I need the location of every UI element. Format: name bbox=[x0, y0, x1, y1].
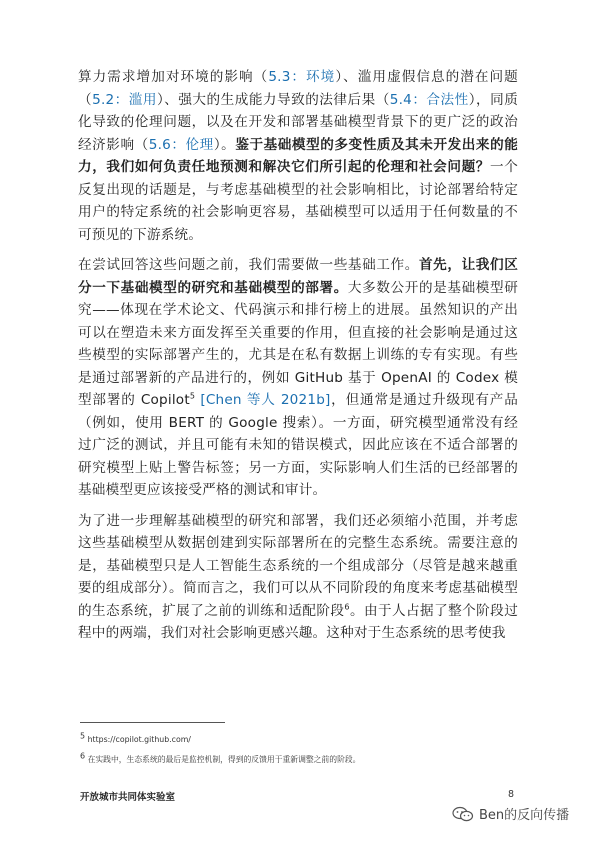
section-ref-link[interactable]: 5.2：滥用 bbox=[92, 91, 157, 108]
text-run: 一个反复出现的话题是，与考虑基础模型的社会影响相比，讨论部署给特定用户的特定系统的社会影响更容易，基础模型可以适用于任何数量的不可预见的下游系统。 bbox=[78, 159, 518, 243]
text-run: ）、强大的生成能力导致的法律后果（ bbox=[156, 91, 390, 108]
text-run: ），同质化导致的伦理问题，以及在开发和部署基础模型背景下的更广泛的政治经济影响（ bbox=[78, 91, 519, 153]
footnote-text: 在实践中，生态系统的最后是监控机制，得到的反馈用于重新调整之前的阶段。 bbox=[87, 755, 361, 764]
footnote-item bbox=[80, 733, 520, 747]
footnote-marker[interactable]: 6 bbox=[344, 601, 350, 611]
wechat-icon bbox=[452, 806, 474, 822]
section-ref-link[interactable]: 5.6：伦理 bbox=[148, 136, 214, 153]
paragraph-3 bbox=[78, 510, 518, 645]
text-run: ，但通常是通过升级现有产品（例如，使用 BERT 的 Google 搜索）。一方面，研究模型通常没有经过广泛的测试，并且可能有未知的错误模式，因此应该在不适合部署的研究模型上贴上警告标签；另一方面，实际影响人们生活的已经部署的基础模型更应该接受严格的测试和审计。 bbox=[78, 392, 518, 498]
bold-question: 鉴于基础模型的多变性质及其未开发出来的能力，我们如何负责任地预测和解决它们所引起的伦理和社会问题？ bbox=[78, 136, 519, 175]
citation-link[interactable]: [Chen 等人 2021b] bbox=[200, 392, 331, 408]
footnote-url[interactable]: https://copilot.github.com/ bbox=[87, 735, 191, 744]
text-run: 大多数公开的是基础模型研究——体现在学术论文、代码演示和排行榜上的进展。虽然知识的产出可以在塑造未来方面发挥至关重要的作用，但直接的社会影响是通过这些模型的实际部署产生的，尤其是在私有数据上训练的专有实现。有些是通过部署新的产品进行的，例如 GitHub 基于 OpenAI 的 Codex 模型部署的 Copilot bbox=[78, 279, 518, 408]
text-run: ）。 bbox=[213, 136, 236, 153]
text-run: 算力需求增加对环境的影响（ bbox=[78, 69, 269, 85]
bold-emphasis: 首先，让我们区分一下基础模型的研究和基础模型的部署。 bbox=[78, 257, 518, 296]
footnote-marker[interactable]: 5 bbox=[189, 391, 196, 401]
paragraph-1 bbox=[78, 66, 518, 246]
body-text bbox=[78, 66, 518, 653]
section-ref-link[interactable]: 5.4：合法性 bbox=[389, 91, 469, 108]
text-run: 。由于人占据了整个阶段过程中的两端，我们对社会影响更感兴趣。这种对于生态系统的思考使我 bbox=[78, 602, 518, 641]
text-run: 在尝试回答这些问题之前，我们需要做一些基础工作。 bbox=[78, 257, 419, 273]
watermark-text: Ben的反向传播 bbox=[479, 808, 570, 823]
watermark bbox=[452, 804, 569, 823]
text-run: 为了进一步理解基础模型的研究和部署，我们还必须缩小范围，并考虑这些基础模型从数据创建到实际部署所在的完整生态系统。需要注意的是，基础模型只是人工智能生态系统的一个组成部分（尽管是越来越重要的组成部分）。简而言之，我们可以从不同阶段的角度来考虑基础模型的生态系统，扩展了之前的训练和适配阶段 bbox=[78, 512, 518, 619]
text-run: ）、滥用虚假信息的潜在问题（ bbox=[78, 69, 518, 108]
section-ref-link[interactable]: 5.3：环境 bbox=[268, 69, 336, 85]
footnote-item bbox=[80, 753, 520, 767]
footnote-number: 5 bbox=[80, 731, 86, 741]
footnotes bbox=[80, 733, 520, 773]
page-number: 8 bbox=[508, 789, 515, 800]
footnote-number: 6 bbox=[80, 751, 86, 761]
footnote-divider bbox=[80, 722, 225, 723]
paragraph-2 bbox=[78, 254, 518, 502]
footer-organization: 开放城市共同体实验室 bbox=[80, 792, 176, 803]
